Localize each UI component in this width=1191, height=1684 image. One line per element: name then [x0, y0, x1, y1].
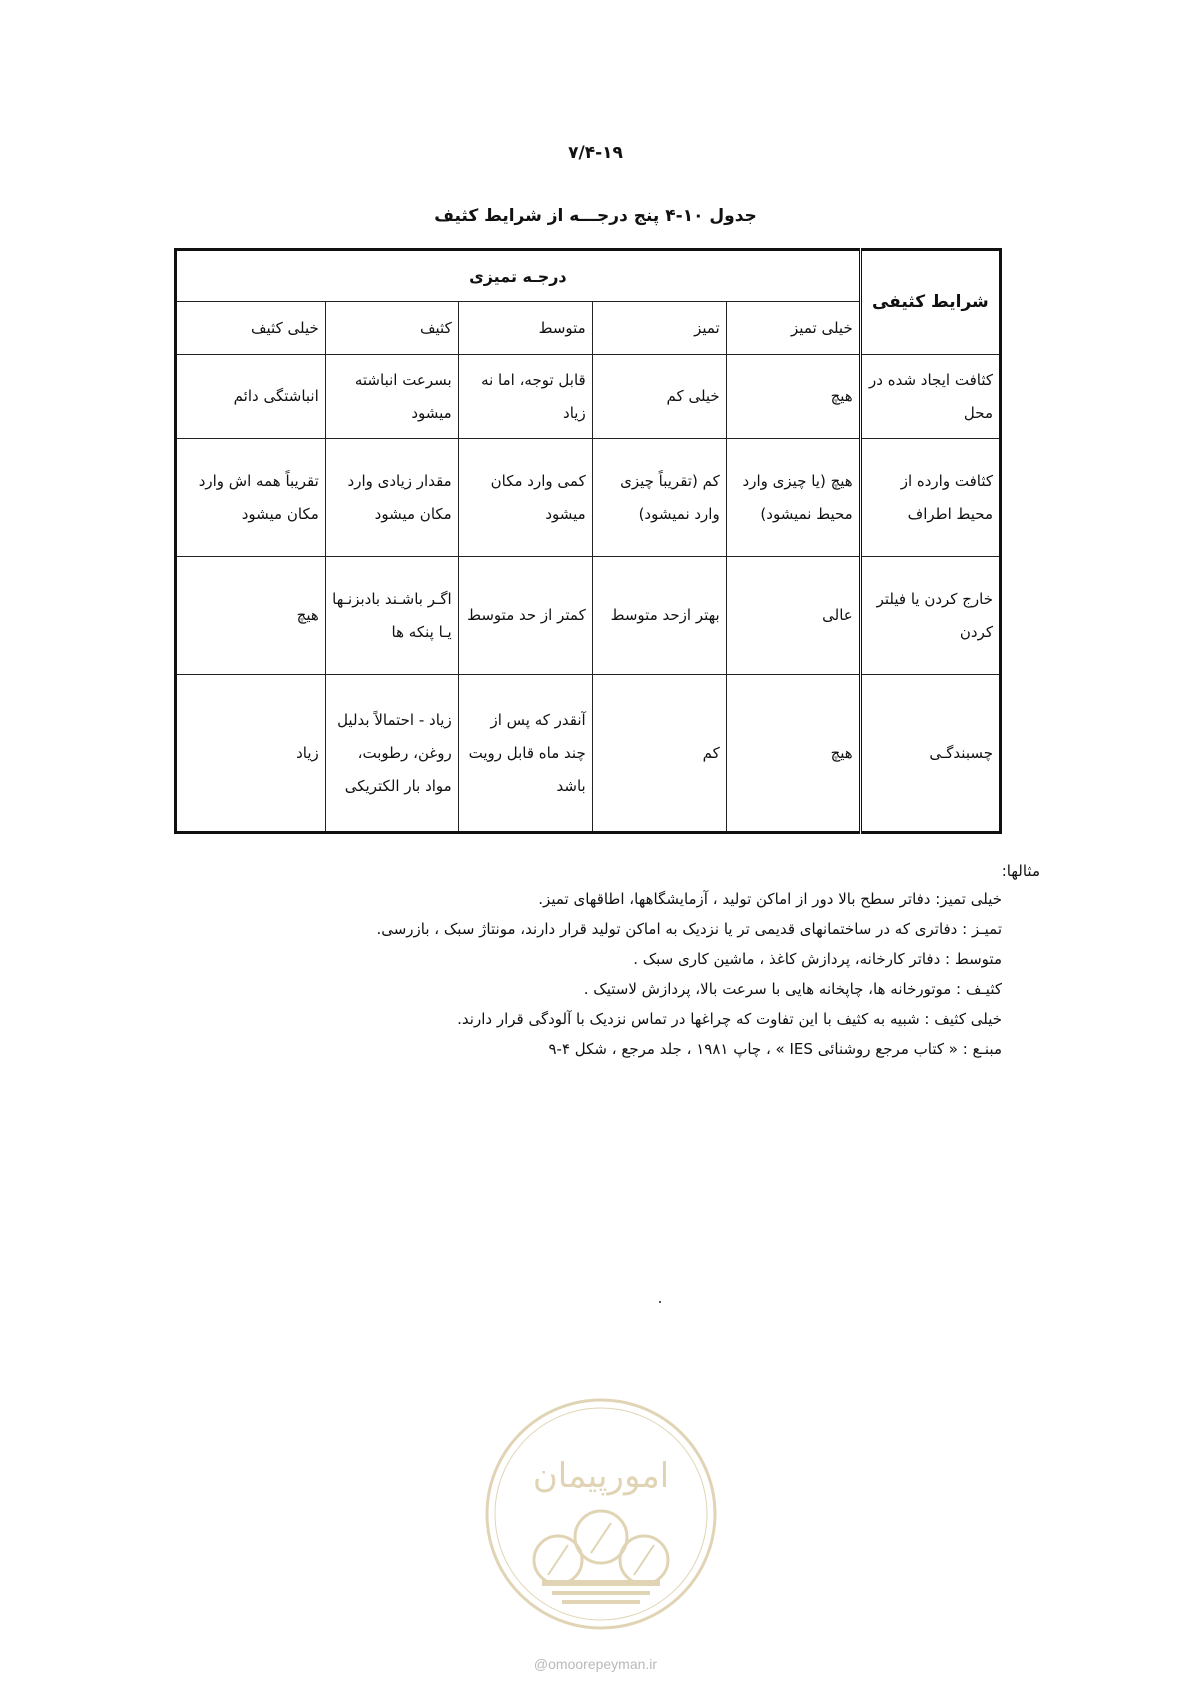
- table-row: [176, 557, 1001, 675]
- table-row: [176, 439, 1001, 557]
- row-condition: چسبندگـی: [860, 675, 1000, 833]
- cleanliness-grade-table: [174, 248, 1002, 834]
- example-line: تمیـز : دفاتری که در ساختمانهای قدیمی تر یا نزدیک به اماکن تولید قرار دارند، مونتاژ سبک ، بازرسی.: [376, 920, 1002, 938]
- table-cell: کم (تقریباً چیزی وارد نمیشود): [592, 439, 726, 557]
- table-cell: اگـر باشـند بادبزنـها یـا پنکه ها: [325, 557, 458, 675]
- example-line: خیلی کثیف : شبیه به کثیف با این تفاوت که چراغها در تماس نزدیک با آلودگی قرار دارند.: [457, 1010, 1002, 1028]
- table-cell: زیاد: [176, 675, 326, 833]
- table-cell: تقریباً همه اش وارد مکان میشود: [176, 439, 326, 557]
- table-cell: بهتر ازحد متوسط: [592, 557, 726, 675]
- page-number: ۷/۴-۱۹: [568, 143, 623, 163]
- condition-header: شرایط کثیفی: [860, 250, 1000, 355]
- level-header: متوسط: [458, 302, 592, 355]
- table-cell: قابل توجه، اما نه زیاد: [458, 355, 592, 439]
- table-cell: مقدار زیادی وارد مکان میشود: [325, 439, 458, 557]
- source-line: مبنـع : « کتاب مرجع روشنائی IES » ، چاپ ۱۹۸۱ ، جلد مرجع ، شکل ۴-۹: [548, 1040, 1002, 1058]
- table-cell: هیچ: [726, 675, 860, 833]
- level-header: خیلی تمیز: [726, 302, 860, 355]
- examples-section: [150, 862, 1040, 1064]
- watermark-logo: [482, 1395, 720, 1633]
- table-row: [176, 355, 1001, 439]
- stray-dot: [659, 1301, 661, 1303]
- level-header: کثیف: [325, 302, 458, 355]
- table-cell: عالی: [726, 557, 860, 675]
- table-row: [176, 675, 1001, 833]
- table-cell: بسرعت انباشته میشود: [325, 355, 458, 439]
- table-container: [174, 248, 1002, 828]
- table-cell: کمی وارد مکان میشود: [458, 439, 592, 557]
- level-header: تمیز: [592, 302, 726, 355]
- table-cell: کمتر از حد متوسط: [458, 557, 592, 675]
- example-line: خیلی تمیز: دفاتر سطح بالا دور از اماکن تولید ، آزمایشگاهها، اطاقهای تمیز.: [538, 890, 1002, 908]
- table-cell: هیچ (یا چیزی وارد محیط نمیشود): [726, 439, 860, 557]
- logo-text: امورپیمان: [532, 1456, 670, 1496]
- table-cell: آنقدر که پس از چند ماه قابل رویت باشد: [458, 675, 592, 833]
- level-header: خیلی کثیف: [176, 302, 326, 355]
- table-cell: خیلی کم: [592, 355, 726, 439]
- examples-heading: مثالها:: [1001, 862, 1040, 880]
- example-line: کثیـف : موتورخانه ها، چاپخانه هایی با سرعت بالا، پردازش لاستیک .: [583, 980, 1002, 998]
- row-condition: خارج کردن یا فیلتر کردن: [860, 557, 1000, 675]
- example-line: متوسط : دفاتر کارخانه، پردازش کاغذ ، ماشین کاری سبک .: [633, 950, 1002, 968]
- table-header-row: [176, 250, 1001, 302]
- table-title: جدول ۱۰-۴ پنج درجـــه از شرایط کثیف: [434, 206, 757, 226]
- table-cell: زیاد - احتمالاً بدلیل روغن، رطوبت، مواد بار الکتریکی: [325, 675, 458, 833]
- row-condition: کثافت وارده از محیط اطراف: [860, 439, 1000, 557]
- table-cell: کم: [592, 675, 726, 833]
- table-cell: هیچ: [726, 355, 860, 439]
- cleanliness-group-header: درجـه تمیزی: [176, 250, 861, 302]
- table-cell: انباشتگی دائم: [176, 355, 326, 439]
- watermark-logo-graphic: [482, 1395, 720, 1633]
- row-condition: کثافت ایجاد شده در محل: [860, 355, 1000, 439]
- table-cell: هیچ: [176, 557, 326, 675]
- website-watermark: @omoorepeyman.ir: [533, 1656, 658, 1672]
